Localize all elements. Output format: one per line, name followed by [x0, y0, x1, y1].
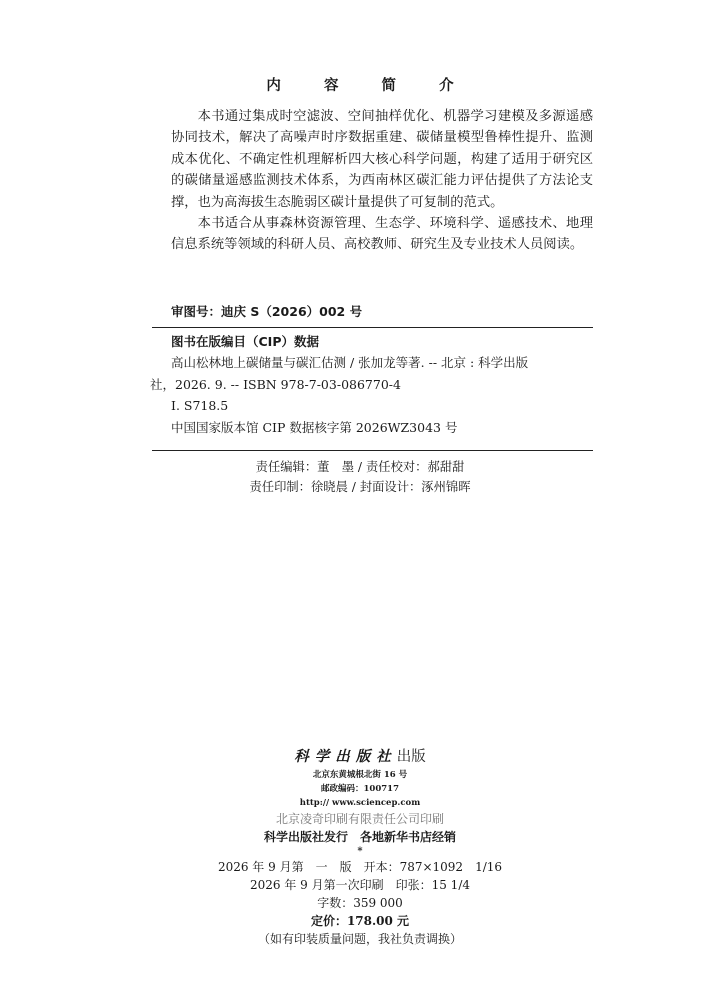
separator-star: *: [357, 846, 363, 857]
publisher-suffix: 出版: [396, 749, 426, 765]
credits-editors: 责任编辑：董 墨 / 责任校对：郝甜甜: [255, 460, 465, 474]
publisher-address: 北京东黄城根北街 16 号: [312, 770, 408, 780]
intro-paragraph-1: 本书通过集成时空滤波、空间抽样优化、机器学习建模及多源遥感协同技术，解决了高噪声时序数据重建、碳储量模型鲁棒性提升、监测成本优化、不确定性机理解析四大核心科学问题，构建了适用于研究区的碳储量遥感监测技术体系，为西南林区碳汇能力评估提供了方法论支撑，也为高海拔生态脆弱区碳计量提供了可复制的范式。: [171, 109, 593, 210]
cip-library-record: 中国国家版本馆 CIP 数据核字第 2026WZ3043 号: [171, 419, 458, 435]
price-line: 定价：178.00 元: [310, 914, 410, 928]
distribution-line: 科学出版社发行 各地新华书店经销: [263, 830, 456, 844]
intro-paragraph-2: 本书适合从事森林资源管理、生态学、环境科学、遥感技术、地理信息系统等领域的科研人员、高校教师、研究生及专业技术人员阅读。: [171, 216, 593, 253]
imprint-block: [0, 746, 720, 948]
intro-section: [171, 106, 593, 256]
publisher-line: [0, 746, 720, 768]
cip-entry-line-1: 高山松林地上碳储量与碳汇估测 / 张加龙等著. -- 北京 : 科学出版: [171, 355, 529, 370]
quality-note: （如有印装质量问题，我社负责调换）: [257, 932, 462, 946]
publisher-website: http:// www.sciencep.com: [299, 798, 421, 808]
page-title: 内 容 简 介: [266, 78, 473, 94]
cip-block: [150, 331, 593, 438]
printer-line: 北京凌奇印刷有限责任公司印刷: [275, 812, 444, 826]
publisher-logo: 科学出版社: [294, 748, 397, 765]
cip-entry-line-2: 社，2026. 9. -- ISBN 978-7-03-086770-4: [150, 376, 401, 392]
credits-block: [0, 457, 720, 497]
publisher-postcode: 邮政编码：100717: [321, 784, 399, 794]
edition-line: 2026 年 9 月第 一 版 开本：787×1092 1/16: [217, 860, 503, 874]
map-review-number: 审图号：迪庆 S（2026）002 号: [171, 304, 363, 319]
cip-heading: 图书在版编目（CIP）数据: [171, 334, 319, 349]
divider-top: [152, 327, 593, 328]
divider-bottom: [152, 450, 593, 451]
cip-classification: Ⅰ. S718.5: [171, 398, 229, 413]
credits-production: 责任印制：徐晓晨 / 封面设计：涿州锦晖: [249, 480, 471, 494]
printing-line: 2026 年 9 月第一次印刷 印张：15 1/4: [249, 878, 470, 892]
word-count: 字数：359 000: [317, 896, 403, 910]
